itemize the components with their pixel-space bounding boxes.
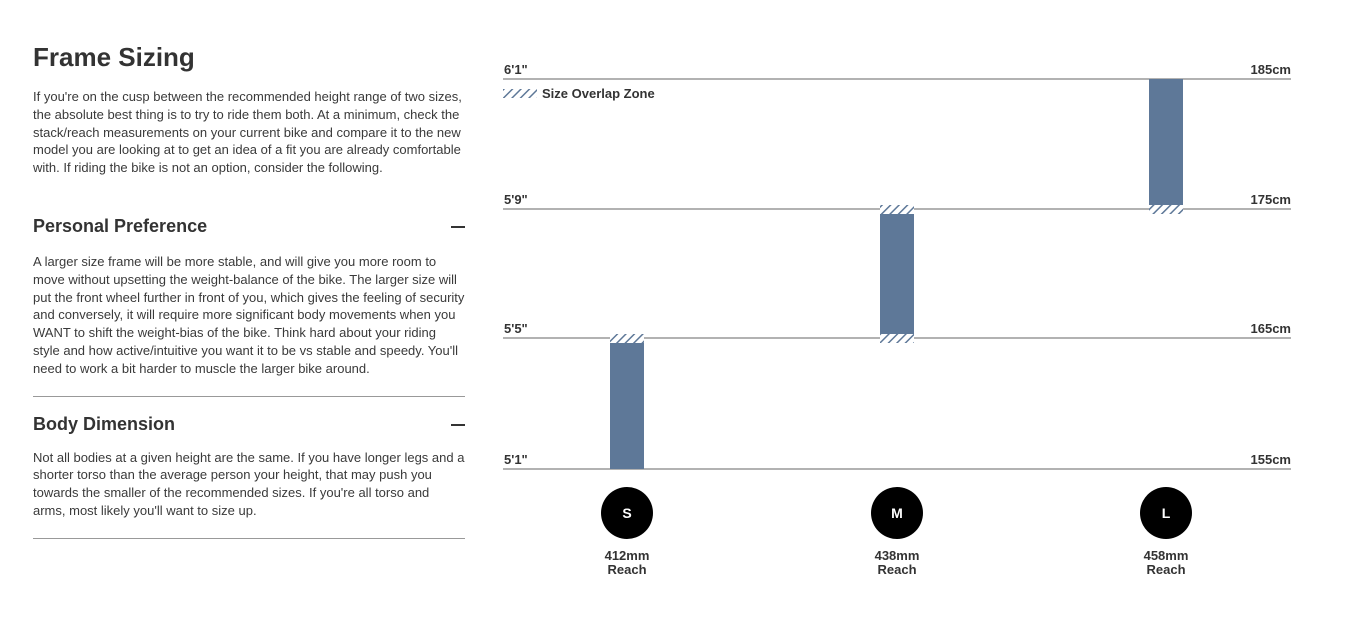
overlap-zone-top — [880, 205, 914, 214]
tick-label-metric: 165cm — [1250, 321, 1291, 336]
legend-label: Size Overlap Zone — [542, 86, 655, 101]
section-title: Body Dimension — [33, 414, 176, 435]
reach-label: Reach — [877, 562, 917, 577]
reach-value: 412mm — [604, 548, 650, 563]
reach-label: Reach — [1146, 562, 1186, 577]
reach-label: Reach — [607, 562, 647, 577]
hatch-swatch-icon — [503, 89, 537, 98]
overlap-zone-bottom — [1149, 205, 1183, 214]
size-column-l — [1106, 487, 1226, 576]
size-range-bar — [610, 338, 644, 469]
section-title: Personal Preference — [33, 216, 208, 237]
overlap-zone-top — [610, 334, 644, 343]
size-badge[interactable]: M — [871, 487, 923, 539]
tick-label-imperial: 6'1" — [504, 62, 528, 77]
tick-label-metric: 175cm — [1250, 192, 1291, 207]
tick-label-metric: 155cm — [1250, 452, 1291, 467]
tick-label-imperial: 5'5" — [504, 321, 528, 336]
tick-label-imperial: 5'1" — [504, 452, 528, 467]
section-body: Not all bodies at a given height are the same. If you have longer legs and a shorter torso than the average person your height, that may push you towards the smaller of the recommended sizes. If you're all torso and arms, most likely you'll want to size up. — [33, 449, 465, 518]
reach-value: 438mm — [874, 548, 920, 563]
size-range-bar — [1149, 79, 1183, 209]
tick-label-metric: 185cm — [1250, 62, 1291, 77]
overlap-legend — [503, 86, 655, 101]
size-column-s — [567, 487, 687, 576]
tick-label-imperial: 5'9" — [504, 192, 528, 207]
size-range-bar — [880, 209, 914, 338]
page-title: Frame Sizing — [33, 42, 195, 72]
size-badge[interactable]: S — [601, 487, 653, 539]
intro-text: If you're on the cusp between the recommended height range of two sizes, the absolute best thing is to try to ride them both. At a minimum, check the stack/reach measurements on your current bike and compare it to the new model you are looking at to get an idea of a fit you are already comfortable with. If riding the bike is not an option, consider the following. — [33, 89, 462, 176]
size-badge[interactable]: L — [1140, 487, 1192, 539]
reach-value: 458mm — [1143, 548, 1189, 563]
section-body: A larger size frame will be more stable, and will give you more room to move without upsetting the weight-balance of the bike. The larger size will put the front wheel further in front of you, which gives the feeling of security and conversely, it will require more significant body movements when you WANT to shift the weight-bias of the bike. Think hard about your riding style and how active/intuitive you want it to be vs stable and speedy. You'll need to work a bit harder to muscle the larger bike around. — [33, 253, 465, 376]
overlap-zone-bottom — [880, 334, 914, 343]
size-column-m — [837, 487, 957, 576]
